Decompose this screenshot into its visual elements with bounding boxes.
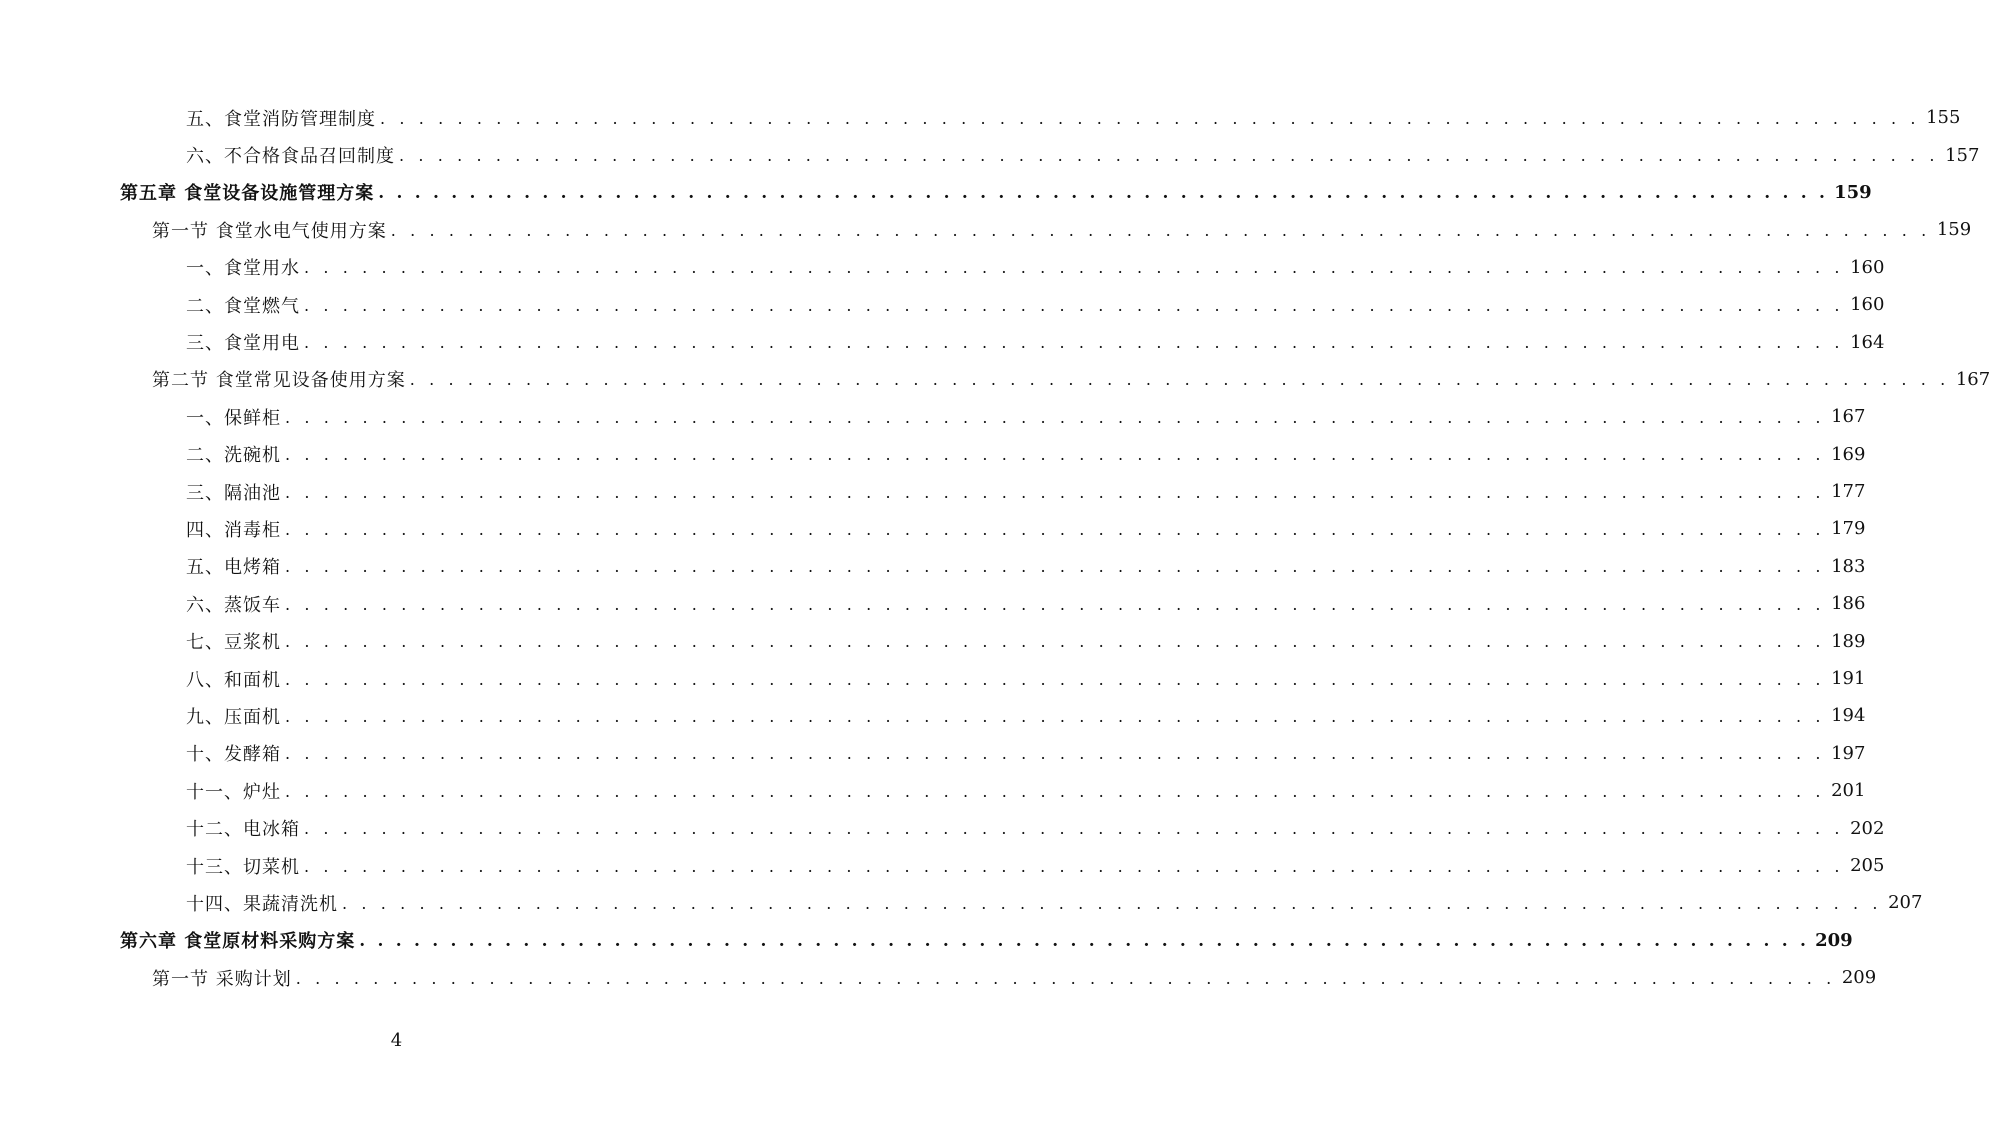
toc-entry-page: 183 [1831, 555, 1866, 577]
toc-entry-section[interactable] [0, 211, 1972, 248]
toc-entry-title: 九、压面机 [186, 706, 281, 728]
toc-entry-title: 第二节 食堂常见设备使用方案 [152, 370, 406, 392]
toc-entry-item[interactable] [0, 99, 1961, 136]
toc-entry-page: 201 [1831, 780, 1866, 802]
toc-entry-title: 六、不合格食品召回制度 [186, 146, 395, 168]
toc-entry-title: 二、食堂燃气 [186, 295, 300, 317]
toc-entry-page: 189 [1831, 630, 1866, 652]
dot-leader: . . . . . . . . . . . . . . . . . . . . . . . . . . . . . . . . . . . . . . . . . . . . . . . . . . . . . . . . . . . . . . . . . . . . . . . . . . . . . . . . [304, 295, 1845, 315]
dot-leader: . . . . . . . . . . . . . . . . . . . . . . . . . . . . . . . . . . . . . . . . . . . . . . . . . . . . . . . . . . . . . . . . . . . . . . . . . . . . . . . . [285, 407, 1826, 427]
toc-entry-item[interactable] [0, 735, 1866, 772]
toc-entry-page: 194 [1831, 705, 1866, 727]
dot-leader: . . . . . . . . . . . . . . . . . . . . . . . . . . . . . . . . . . . . . . . . . . . . . . . . . . . . . . . . . . . . . . . . . . . . . . . . . . . . . . . . [285, 632, 1826, 652]
dot-leader: . . . . . . . . . . . . . . . . . . . . . . . . . . . . . . . . . . . . . . . . . . . . . . . . . . . . . . . . . . . . . . . . . . . . . . . . . . . . . . . . [304, 333, 1845, 353]
toc-entry-title: 十二、电冰箱 [186, 819, 300, 841]
dot-leader: . . . . . . . . . . . . . . . . . . . . . . . . . . . . . . . . . . . . . . . . . . . . . . . . . . . . . . . . . . . . . . . . . . . . . . . . . . . . . . . . [304, 856, 1845, 876]
dot-leader: . . . . . . . . . . . . . . . . . . . . . . . . . . . . . . . . . . . . . . . . . . . . . . . . . . . . . . . . . . . . . . . . . . . . . . . . . . . . . . . . [304, 258, 1845, 278]
toc-entry-page: 205 [1850, 855, 1885, 876]
toc-entry-title: 十一、炉灶 [186, 781, 281, 803]
dot-leader: . . . . . . . . . . . . . . . . . . . . . . . . . . . . . . . . . . . . . . . . . . . . . . . . . . . . . . . . . . . . . . . . . . . . . . . . . . . . . . . . [285, 706, 1826, 726]
toc-entry-title: 七、豆浆机 [186, 632, 281, 654]
toc-entry-section[interactable] [0, 959, 1877, 996]
toc-entry-page: 191 [1831, 668, 1866, 690]
dot-leader: . . . . . . . . . . . . . . . . . . . . . . . . . . . . . . . . . . . . . . . . . . . . . . . . . . . . . . . . . . . . . . . . . . . . . . . . . . . . . . . . [285, 482, 1826, 502]
toc-entry-item[interactable] [0, 660, 1866, 697]
toc-entry-item[interactable] [0, 884, 1923, 921]
toc-entry-item[interactable] [0, 585, 1866, 622]
toc-entry-page: 202 [1850, 817, 1885, 839]
page-number: 4 [390, 1030, 403, 1051]
toc-entry-item[interactable] [0, 286, 1885, 323]
toc-entry-page: 179 [1831, 518, 1866, 540]
dot-leader: . . . . . . . . . . . . . . . . . . . . . . . . . . . . . . . . . . . . . . . . . . . . . . . . . . . . . . . . . . . . . . . . . . . . . . . . . . . . . . . . [285, 519, 1826, 539]
dot-leader: . . . . . . . . . . . . . . . . . . . . . . . . . . . . . . . . . . . . . . . . . . . . . . . . . . . . . . . . . . . . . . . . . . . . . . . . . . . . . . . . [285, 594, 1826, 614]
toc-entry-title: 三、食堂用电 [186, 333, 300, 355]
dot-leader: . . . . . . . . . . . . . . . . . . . . . . . . . . . . . . . . . . . . . . . . . . . . . . . . . . . . . . . . . . . . . . . . . . . . . . . . . . . . . . . . [285, 445, 1826, 465]
toc-entry-section[interactable] [0, 361, 1990, 398]
toc-entry-page: 167 [1955, 368, 1990, 390]
toc-entry-title: 三、隔油池 [186, 482, 281, 504]
toc-entry-item[interactable] [0, 772, 1866, 809]
toc-entry-item[interactable] [0, 473, 1866, 510]
toc-entry-title: 六、蒸饭车 [186, 594, 281, 616]
toc-entry-title: 第六章 食堂原材料采购方案 [120, 931, 356, 953]
toc-entry-page: 159 [1936, 219, 1972, 241]
toc-entry-page: 160 [1850, 256, 1885, 278]
dot-leader: . . . . . . . . . . . . . . . . . . . . . . . . . . . . . . . . . . . . . . . . . . . . . . . . . . . . . . . . . . . . . . . . . . . . . . . . . . . . . . . . [295, 968, 1836, 988]
toc-entry-page: 197 [1831, 742, 1866, 764]
dot-leader: . . . . . . . . . . . . . . . . . . . . . . . . . . . . . . . . . . . . . . . . . . . . . . . . . . . . . . . . . . . . . . . . . . . . . . . . . . . . . . . . [359, 930, 1810, 951]
toc-entry-title: 十四、果蔬清洗机 [186, 893, 338, 915]
toc-entry-item[interactable] [0, 323, 1885, 360]
toc-entry-item[interactable] [0, 622, 1866, 659]
toc-entry-page: 157 [1945, 144, 1980, 166]
toc-entry-chapter[interactable] [0, 922, 1853, 959]
toc-entry-item[interactable] [0, 697, 1866, 734]
toc-entry-title: 第一节 食堂水电气使用方案 [152, 220, 387, 242]
dot-leader: . . . . . . . . . . . . . . . . . . . . . . . . . . . . . . . . . . . . . . . . . . . . . . . . . . . . . . . . . . . . . . . . . . . . . . . . . . . . . . . . [380, 108, 1921, 128]
dot-leader: . . . . . . . . . . . . . . . . . . . . . . . . . . . . . . . . . . . . . . . . . . . . . . . . . . . . . . . . . . . . . . . . . . . . . . . . . . . . . . . . [409, 370, 1950, 390]
dot-leader: . . . . . . . . . . . . . . . . . . . . . . . . . . . . . . . . . . . . . . . . . . . . . . . . . . . . . . . . . . . . . . . . . . . . . . . . . . . . . . . . [285, 669, 1826, 689]
table-of-contents [0, 99, 1990, 996]
toc-entry-title: 十、发酵箱 [186, 744, 281, 766]
dot-leader: . . . . . . . . . . . . . . . . . . . . . . . . . . . . . . . . . . . . . . . . . . . . . . . . . . . . . . . . . . . . . . . . . . . . . . . . . . . . . . . . [285, 557, 1826, 577]
toc-entry-page: 209 [1815, 929, 1853, 951]
toc-entry-page: 155 [1926, 107, 1961, 129]
toc-entry-item[interactable] [0, 436, 1866, 473]
toc-entry-item[interactable] [0, 809, 1885, 846]
dot-leader: . . . . . . . . . . . . . . . . . . . . . . . . . . . . . . . . . . . . . . . . . . . . . . . . . . . . . . . . . . . . . . . . . . . . . . . . . . . . . . . . [390, 220, 1931, 240]
dot-leader: . . . . . . . . . . . . . . . . . . . . . . . . . . . . . . . . . . . . . . . . . . . . . . . . . . . . . . . . . . . . . . . . . . . . . . . . . . . . . . . . [285, 744, 1826, 764]
toc-entry-page: 169 [1831, 443, 1866, 465]
toc-entry-title: 五、食堂消防管理制度 [186, 108, 376, 130]
toc-entry-item[interactable] [0, 136, 1980, 173]
toc-entry-title: 五、电烤箱 [186, 557, 281, 579]
dot-leader: . . . . . . . . . . . . . . . . . . . . . . . . . . . . . . . . . . . . . . . . . . . . . . . . . . . . . . . . . . . . . . . . . . . . . . . . . . . . . . . . [378, 182, 1829, 203]
toc-entry-page: 159 [1834, 181, 1872, 203]
toc-entry-page: 207 [1888, 892, 1923, 914]
dot-leader: . . . . . . . . . . . . . . . . . . . . . . . . . . . . . . . . . . . . . . . . . . . . . . . . . . . . . . . . . . . . . . . . . . . . . . . . . . . . . . . . [399, 146, 1940, 166]
toc-entry-item[interactable] [0, 847, 1885, 884]
toc-entry-title: 第一节 采购计划 [152, 968, 292, 990]
dot-leader: . . . . . . . . . . . . . . . . . . . . . . . . . . . . . . . . . . . . . . . . . . . . . . . . . . . . . . . . . . . . . . . . . . . . . . . . . . . . . . . . [304, 819, 1845, 839]
dot-leader: . . . . . . . . . . . . . . . . . . . . . . . . . . . . . . . . . . . . . . . . . . . . . . . . . . . . . . . . . . . . . . . . . . . . . . . . . . . . . . . . [285, 781, 1826, 801]
toc-entry-page: 209 [1841, 967, 1877, 989]
toc-entry-title: 八、和面机 [186, 669, 281, 691]
toc-entry-chapter[interactable] [0, 174, 1872, 211]
toc-entry-page: 177 [1831, 481, 1866, 503]
toc-entry-page: 160 [1850, 294, 1885, 316]
toc-entry-title: 四、消毒柜 [186, 519, 281, 541]
toc-entry-item[interactable] [0, 510, 1866, 547]
toc-entry-title: 一、食堂用水 [186, 258, 300, 280]
toc-entry-title: 二、洗碗机 [186, 445, 281, 467]
toc-entry-title: 一、保鲜柜 [186, 407, 281, 429]
toc-entry-item[interactable] [0, 398, 1866, 435]
toc-entry-page: 186 [1831, 593, 1866, 615]
toc-entry-item[interactable] [0, 249, 1885, 286]
toc-entry-page: 167 [1831, 406, 1866, 428]
dot-leader: . . . . . . . . . . . . . . . . . . . . . . . . . . . . . . . . . . . . . . . . . . . . . . . . . . . . . . . . . . . . . . . . . . . . . . . . . . . . . . . . [342, 893, 1883, 913]
toc-entry-title: 十三、切菜机 [186, 856, 300, 878]
toc-entry-page: 164 [1850, 331, 1885, 353]
toc-entry-item[interactable] [0, 548, 1866, 585]
toc-entry-title: 第五章 食堂设备设施管理方案 [120, 183, 375, 205]
